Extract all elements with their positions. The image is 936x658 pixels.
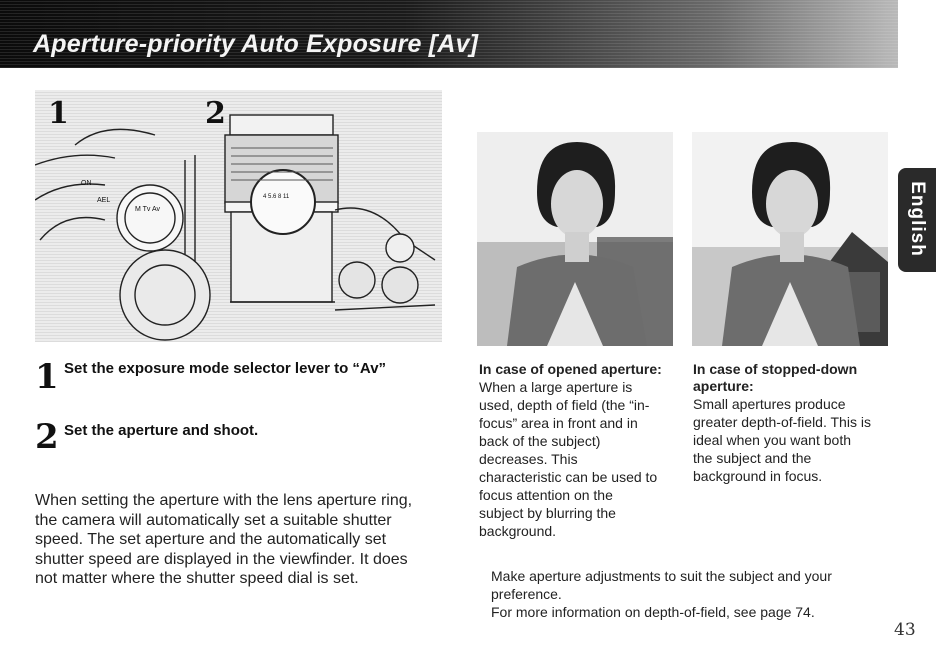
caption-line: background in focus. [693,468,823,484]
caption-line: ideal when you want both [693,432,851,448]
header-band [0,0,898,68]
camera-illustration [35,90,442,342]
step-number: 1 [35,357,59,397]
paragraph-line: not matter where the shutter speed dial is set. [35,570,359,588]
caption-line: focus attention on the [479,487,613,503]
note-line: preference. [491,586,562,602]
caption-opened-aperture [479,361,679,540]
page-title: Aperture-priority Auto Exposure [Av] [33,30,479,58]
caption-title: In case of opened aperture: [479,361,662,377]
step-number: 2 [35,417,59,457]
photo-stopped-down-aperture [692,132,888,346]
language-tab-label: English [907,181,928,257]
note-line: For more information on depth-of-field, see page 74. [491,604,815,620]
instructions-paragraph [35,491,445,589]
caption-line: characteristic can be used to [479,469,658,485]
caption-line: decreases. This [479,451,578,467]
figure-number-2: 2 [205,96,226,131]
lever-label: ON [81,180,92,187]
caption-line: Small apertures produce [693,396,846,412]
caption-line: greater depth-of-field. This is [693,414,871,430]
caption-line: When a large aperture is [479,379,633,395]
language-tab [898,168,936,272]
caption-line: used, depth of field (the “in- [479,397,650,413]
step-text: Set the exposure mode selector lever to “Av” [64,360,387,377]
bottom-note [491,567,871,621]
caption-line: back of the subject) [479,433,601,449]
caption-line: focus” area in front and in [479,415,638,431]
camera-drawing [35,90,442,342]
page-number: 43 [894,620,916,640]
step-text: Set the aperture and shoot. [64,422,259,439]
lens-scale-label: 4 5.6 8 11 [263,194,290,200]
ael-label: AEL [97,197,111,204]
paragraph-line: When setting the aperture with the lens aperture ring, [35,492,413,509]
caption-line: background. [479,523,557,539]
paragraph-line: shutter speed are displayed in the viewfinder. It does [35,550,408,568]
photo-opened-aperture [477,132,673,346]
paragraph-line: speed. The set aperture and the automatically set [35,531,387,549]
caption-line: the subject and the [693,450,812,466]
caption-title: aperture: [693,378,754,394]
caption-title: In case of stopped-down [693,361,858,377]
caption-line: subject by blurring the [479,505,616,521]
note-line: Make aperture adjustments to suit the subject and your [491,568,832,584]
paragraph-line: the camera will automatically set a suitable shutter [35,511,392,529]
figure-number-1: 1 [48,96,69,131]
caption-stopped-down-aperture [693,361,893,485]
mode-dial-label: M Tv Av [135,206,161,213]
